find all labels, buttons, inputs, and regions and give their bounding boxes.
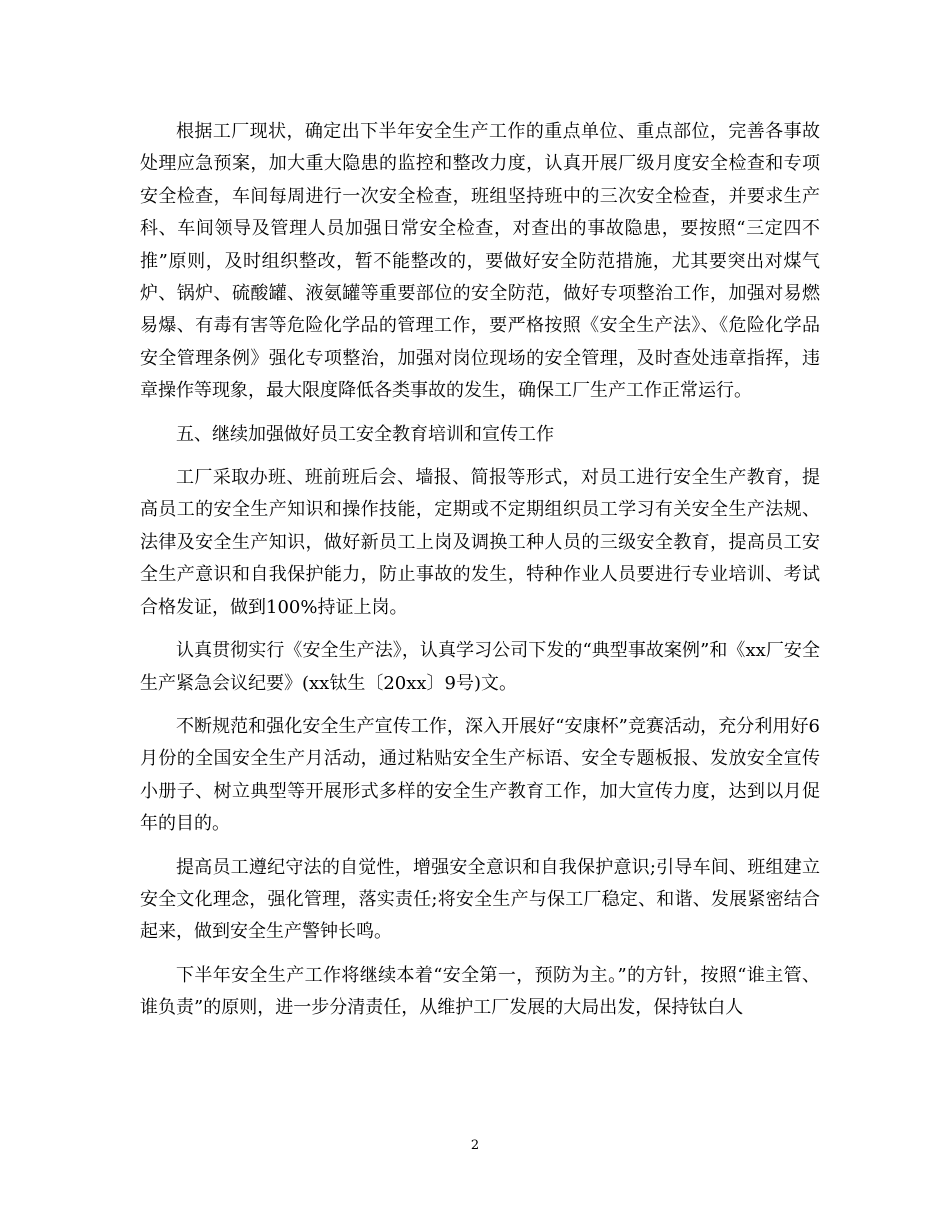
page-number: 2 <box>470 1138 480 1153</box>
paragraph-policy: 下半年安全生产工作将继续本着“安全第一，预防为主。”的方针，按照“谁主管、谁负责”的原则，进一步分清责任，从维护工厂发展的大局出发，保持钛白人 <box>140 964 820 1019</box>
section-heading-training: 五、继续加强做好员工安全教育培训和宣传工作 <box>176 423 554 445</box>
body-text <box>140 116 820 1036</box>
paragraph-safety-law: 认真贯彻实行《安全生产法》，认真学习公司下发的“典型事故案例”和《xx厂安全生产紧急会议纪要》(xx钛生〔20xx〕9号)文。 <box>140 640 820 694</box>
paragraph-publicity: 不断规范和强化安全生产宣传工作，深入开展好“安康杯”竞赛活动，充分利用好6月份的全国安全生产月活动，通过粘贴安全生产标语、安全专题板报、发放安全宣传小册子、树立典型等开展形式多样的安全生产教育工作，加大宣传力度，达到以月促年的目的。 <box>140 715 820 835</box>
paragraph-hazard-management: 根据工厂现状，确定出下半年安全生产工作的重点单位、重点部位，完善各事故处理应急预案，加大重大隐患的监控和整改力度，认真开展厂级月度安全检查和专项安全检查，车间每周进行一次安全检查，班组坚持班中的三次安全检查，并要求生产科、车间领导及管理人员加强日常安全检查，对查出的事故隐患，要按照“三定四不推”原则，及时组织整改，暂不能整改的，要做好安全防范措施，尤其要突出对煤气炉、锅炉、硫酸罐、液氨罐等重要部位的安全防范，做好专项整治工作，加强对易燃易爆、有毒有害等危险化学品的管理工作，要严格按照《安全生产法》、《危险化学品安全管理条例》强化专项整治，加强对岗位现场的安全管理，及时查处违章指挥，违章操作等现象，最大限度降低各类事故的发生，确保工厂生产工作正常运行。 <box>140 121 820 402</box>
paragraph-awareness: 提高员工遵纪守法的自觉性，增强安全意识和自我保护意识;引导车间、班组建立安全文化理念，强化管理，落实责任;将安全生产与保工厂稳定、和谐、发展紧密结合起来，做到安全生产警钟长鸣。 <box>140 856 820 943</box>
paragraph-training-forms: 工厂采取办班、班前班后会、墙报、简报等形式，对员工进行安全生产教育，提高员工的安全生产知识和操作技能，定期或不定期组织员工学习有关安全生产法规、法律及安全生产知识，做好新员工上岗及调换工种人员的三级安全教育，提高员工安全生产意识和自我保护能力，防止事故的发生，特种作业人员要进行专业培训、考试合格发证，做到100%持证上岗。 <box>140 467 820 618</box>
